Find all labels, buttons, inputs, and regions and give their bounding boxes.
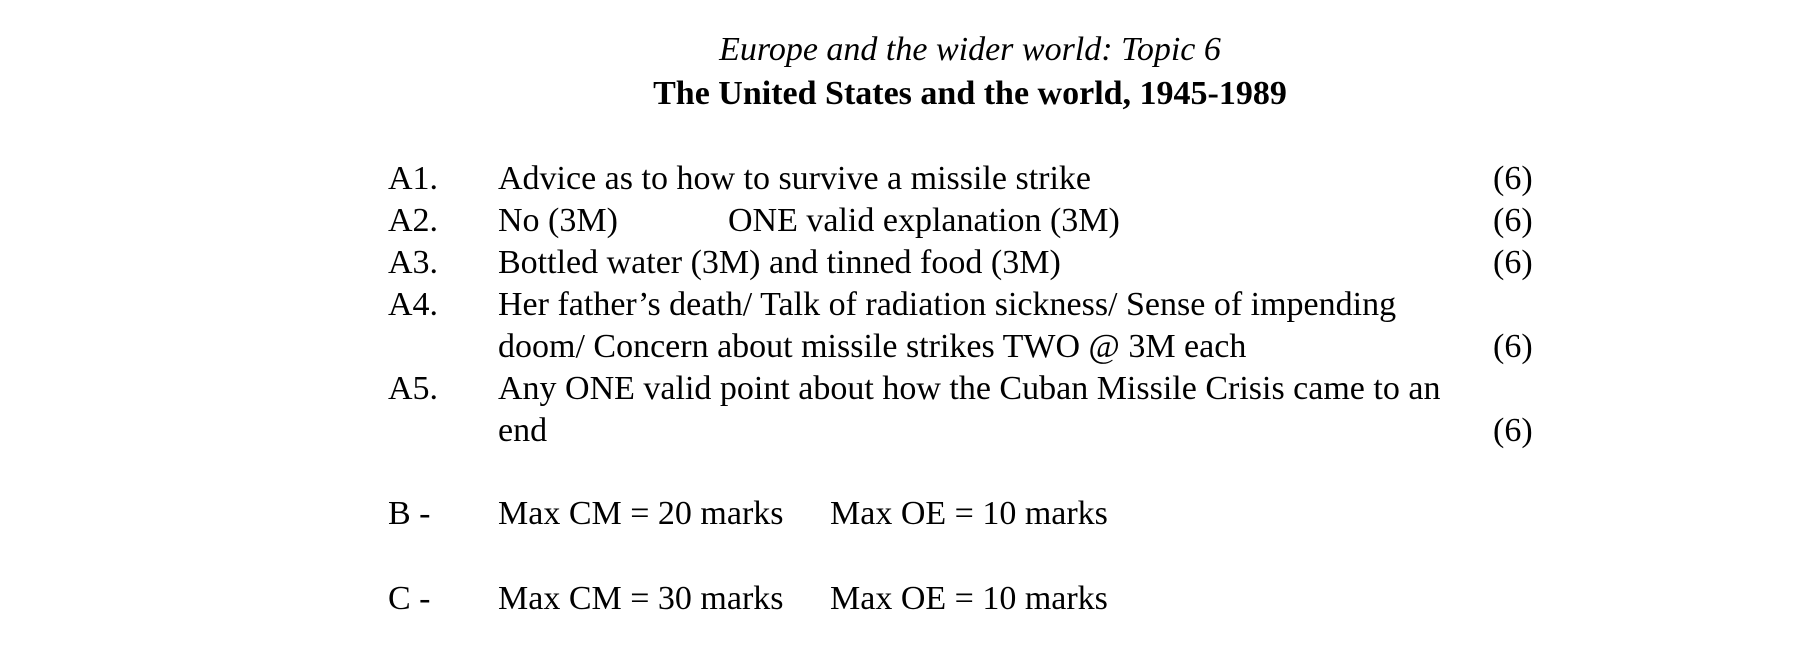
answer-label: A4.	[388, 286, 439, 323]
answer-text: Advice as to how to survive a missile strike	[498, 160, 1092, 197]
answer-row-a2	[0, 200, 1818, 242]
answer-mark: (6)	[1493, 412, 1533, 449]
answer-text-secondary: ONE valid explanation (3M)	[728, 202, 1120, 239]
answer-text: No (3M)	[498, 202, 618, 239]
answer-text-line2: end	[498, 412, 548, 449]
answer-mark: (6)	[1493, 244, 1533, 281]
answer-text-line1: Any ONE valid point about how the Cuban Missile Crisis came to an	[498, 370, 1441, 407]
answer-mark: (6)	[1493, 202, 1533, 239]
section-label: B -	[388, 495, 431, 532]
section-max-oe: Max OE = 10 marks	[830, 495, 1108, 532]
section-row-c	[0, 578, 1818, 620]
answer-label: A1.	[388, 160, 439, 197]
answer-row-a3	[0, 242, 1818, 284]
answer-row-a4-continued	[0, 326, 1818, 368]
answer-row-a4	[0, 284, 1818, 326]
answer-row-a5-continued	[0, 410, 1818, 452]
answer-row-a5	[0, 368, 1818, 410]
page-title: The United States and the world, 1945-1989	[653, 75, 1287, 112]
section-label: C -	[388, 580, 431, 617]
answer-row-a1	[0, 158, 1818, 200]
section-max-oe: Max OE = 10 marks	[830, 580, 1108, 617]
answer-mark: (6)	[1493, 328, 1533, 365]
answer-text: Bottled water (3M) and tinned food (3M)	[498, 244, 1061, 281]
answer-text-line1: Her father’s death/ Talk of radiation sickness/ Sense of impending	[498, 286, 1397, 323]
answer-text-line2: doom/ Concern about missile strikes TWO @ 3M each	[498, 328, 1247, 365]
topic-subtitle: Europe and the wider world: Topic 6	[719, 31, 1221, 68]
answer-label: A3.	[388, 244, 439, 281]
answer-label: A5.	[388, 370, 439, 407]
section-row-b	[0, 493, 1818, 535]
answer-mark: (6)	[1493, 160, 1533, 197]
answer-label: A2.	[388, 202, 439, 239]
section-max-cm: Max CM = 30 marks	[498, 580, 784, 617]
section-max-cm: Max CM = 20 marks	[498, 495, 784, 532]
